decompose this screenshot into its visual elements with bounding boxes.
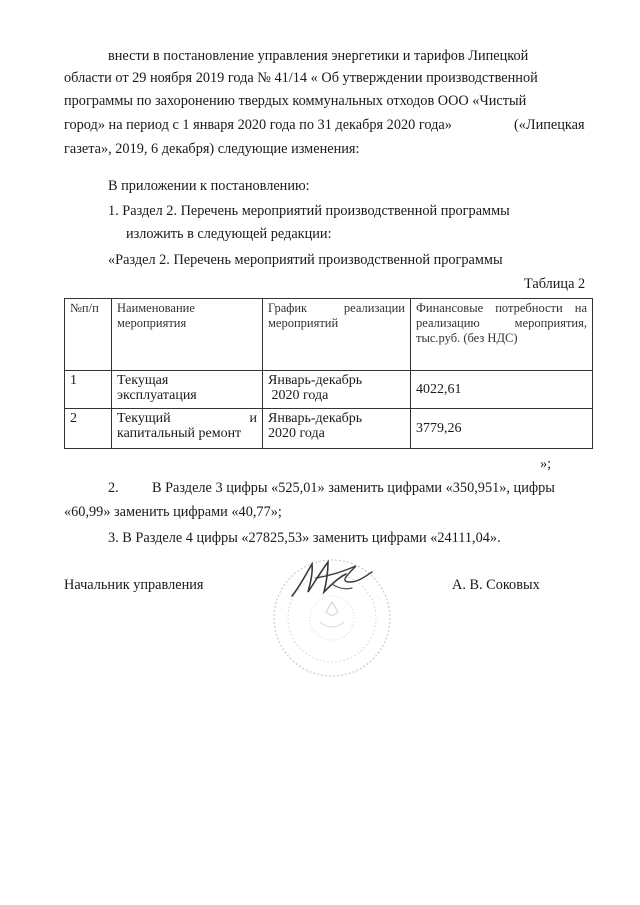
- item1-line-2: изложить в следующей редакции:: [126, 226, 332, 242]
- item3-line: 3. В Разделе 4 цифры «27825,53» заменить цифрами «24111,04».: [108, 530, 501, 546]
- row1-schedule-line1: Январь-декабрь: [268, 373, 363, 388]
- intro-line-2: области от 29 ноября 2019 года № 41/14 « Об утверждении производственной: [64, 70, 538, 86]
- item2-line-1: В Разделе 3 цифры «525,01» заменить цифрами «350,951», цифры: [152, 480, 555, 496]
- handwritten-signature: [286, 556, 376, 609]
- row1-name-line1: Текущая: [117, 373, 169, 388]
- intro-line-3: программы по захоронению твердых коммунальных отходов ООО «Чистый: [64, 93, 527, 109]
- measures-table: [64, 298, 593, 449]
- row2-financial: 3779,26: [411, 409, 593, 449]
- row2-name-line1a: Текущий: [117, 411, 171, 426]
- row2-num: 2: [65, 409, 112, 449]
- intro-line-4a: город» на период с 1 января 2020 года по 31 декабря 2020 года»: [64, 117, 452, 133]
- intro-line-4b: («Липецкая: [514, 117, 585, 133]
- table-header-row: [65, 299, 593, 371]
- table-caption: Таблица 2: [524, 276, 586, 292]
- header-financial: Финансовые потребности на реализацию мероприятия, тыс.руб. (без НДС): [411, 299, 593, 371]
- row2-name-line1b: и: [249, 411, 257, 426]
- row1-num: 1: [65, 371, 112, 409]
- row1-name: [112, 371, 263, 409]
- intro-line-5: газета», 2019, 6 декабря) следующие изменения:: [64, 141, 360, 157]
- row2-schedule-line2: 2020 года: [268, 426, 325, 441]
- row1-name-line2: эксплуатация: [117, 388, 197, 403]
- header-name: Наименование мероприятия: [112, 299, 263, 371]
- header-schedule-c: мероприятий: [268, 316, 339, 330]
- row2-name-line2: капитальный ремонт: [117, 426, 242, 441]
- table-row: [65, 371, 593, 409]
- row1-financial: 4022,61: [411, 371, 593, 409]
- appendix-line: В приложении к постановлению:: [108, 178, 310, 194]
- item2-number: 2.: [108, 480, 119, 496]
- item2-line-2: «60,99» заменить цифрами «40,77»;: [64, 504, 282, 520]
- row2-name: [112, 409, 263, 449]
- table-row: [65, 409, 593, 449]
- header-num: №п/п: [65, 299, 112, 371]
- signature-position: Начальник управления: [64, 577, 204, 593]
- item1-line-1: 1. Раздел 2. Перечень мероприятий производственной программы: [108, 203, 510, 219]
- intro-line-1: внести в постановление управления энергетики и тарифов Липецкой: [108, 48, 529, 64]
- row1-schedule-line2: 2020 года: [268, 388, 329, 403]
- header-schedule-a: График: [268, 301, 308, 315]
- table-close: »;: [540, 456, 552, 472]
- header-schedule: [263, 299, 411, 371]
- row1-schedule: [263, 371, 411, 409]
- section-title: «Раздел 2. Перечень мероприятий производственной программы: [108, 252, 503, 268]
- row2-schedule-line1: Январь-декабрь: [268, 411, 363, 426]
- header-schedule-b: реализации: [343, 301, 405, 315]
- signature-name: А. В. Соковых: [452, 577, 540, 593]
- row2-schedule: [263, 409, 411, 449]
